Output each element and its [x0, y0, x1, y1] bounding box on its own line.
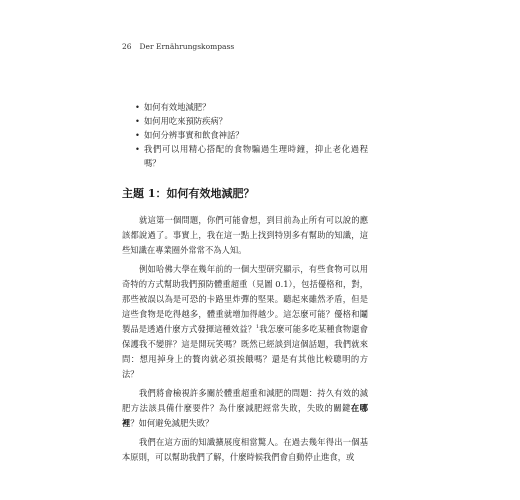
question-item-4	[122, 142, 368, 170]
book-title: Der Ernährungskompass	[139, 42, 235, 51]
footnote-marker: 1	[255, 324, 260, 331]
question-item-3	[122, 128, 368, 142]
question-text: 如何分辨事實和飲食神話？	[144, 130, 244, 140]
bullet-dot-icon: •	[135, 116, 140, 126]
question-text: 如何有效地減肥？	[144, 102, 211, 112]
question-list	[122, 100, 368, 170]
paragraph-3	[122, 386, 368, 431]
paragraph-1: 就這第一個問題，你們可能會想，到目前為止所有可以說的應該都說過了。事實上，我在這一點上找到特別多有幫助的知識，這些知識在專業圈外常常不為人知。	[122, 215, 368, 255]
question-item-2	[122, 114, 368, 128]
question-text: 我們可以用精心搭配的食物騙過生理時鐘，抑止老化過程嗎？	[144, 144, 368, 168]
question-text: 如何用吃來預防疾病？	[144, 116, 227, 126]
page-number: 26	[122, 42, 132, 51]
paragraph-4: 我們在這方面的知識擴展度相當驚人。在過去幾年得出一個基本原則，可以幫助我們了解，什麼時候我們會自動停止進食，或	[122, 437, 368, 462]
paragraph-2-text-start: 例如哈佛大學在幾年前的一個大型研究顯示，有些食物可以用奇特的方式幫助我們預防體重超重（見圖 0.1），包括優格和，對，那些被誤以為是可恐的卡路里炸彈的堅果。聽起來雖然矛盾，但是這些食物是吃得越多，體重就增加得越少。這怎麼可能？優格和鬮製品是透過什麼方式發揮這種效益？	[122, 264, 368, 334]
bullet-dot-icon: •	[135, 102, 140, 112]
paragraph-3-text-end: ？如何避免減肥失敗？	[130, 418, 214, 428]
paragraph-3-emphasis: 在哪裡	[122, 403, 368, 428]
paragraph-2-text-end: 我怎麼可能多吃某種食物還會保護我不變胖？這是開玩笑嗎？既然已經談到這個話題，我們就來問：想甩掉身上的贅肉就必須挨餓嗎？還是有其他比較聰明的方法？	[122, 324, 368, 379]
paragraph-3-text-start: 我們將會檢視許多關於體重超重和減肥的問題：持久有效的減肥方法該具備什麼要件？為什麼減肥經常失敗，失敗的關鍵	[122, 388, 368, 413]
section-heading: 主題 1：如何有效地減肥？	[122, 187, 255, 200]
running-header	[122, 42, 234, 51]
question-item-1	[122, 100, 368, 114]
bullet-dot-icon: •	[135, 130, 140, 140]
page-body	[122, 100, 368, 469]
bullet-dot-icon: •	[135, 144, 140, 154]
paragraph-2	[122, 262, 368, 382]
